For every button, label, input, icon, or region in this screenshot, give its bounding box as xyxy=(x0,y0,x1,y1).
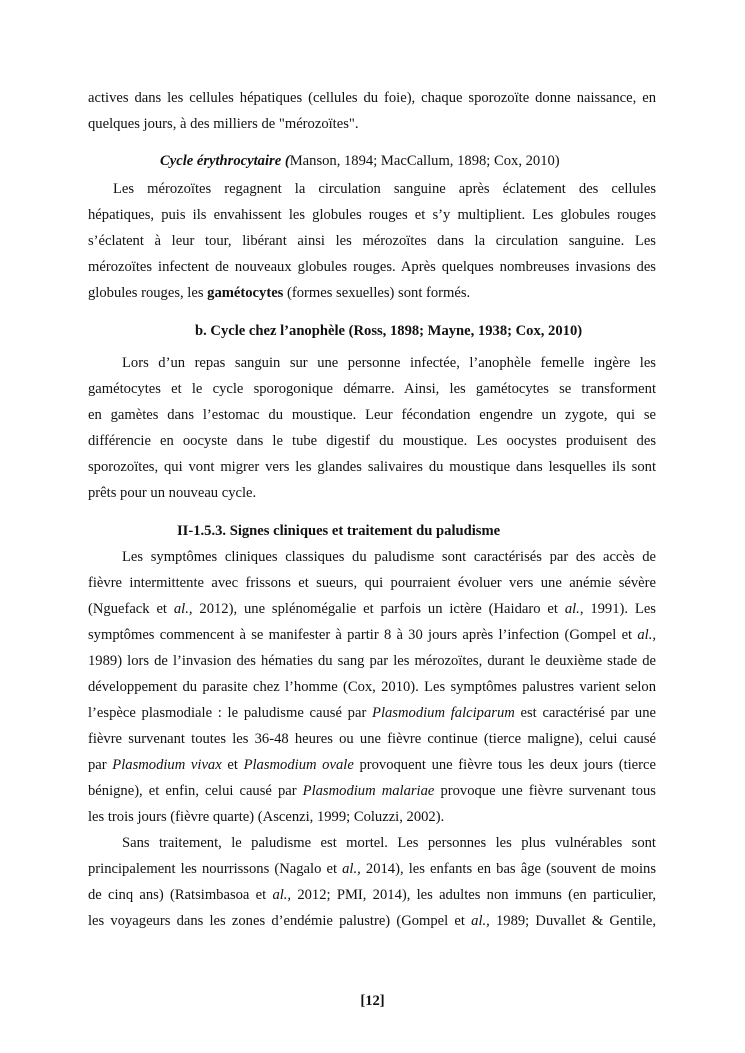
species-name: Plasmodium falciparum xyxy=(372,705,515,721)
text-line: 1989) lors de l’invasion des hématies du sang par les mérozoïtes, durant le deuxième stade de xyxy=(88,653,656,669)
et-al: al. xyxy=(564,601,580,617)
text-line xyxy=(88,600,656,618)
signes-cliniques-heading: II-1.5.3. Signes cliniques et traitement du paludisme xyxy=(177,523,501,539)
text-segment: de cinq ans) (Ratsimbasoa et xyxy=(88,887,273,903)
text-segment: 2014), les enfants en bas âge (souvent de moins xyxy=(360,861,657,877)
text-line: en gamètes dans l’estomac du moustique. Leur fécondation engendre un zygote, qui se xyxy=(88,407,656,423)
cycle-anophele-heading: b. Cycle chez l’anophèle (Ross, 1898; Mayne, 1938; Cox, 2010) xyxy=(195,323,583,339)
species-name: Plasmodium vivax xyxy=(112,757,222,773)
text-segment: symptômes commencent à se manifester à partir 8 à 30 jours après l’infection (Gompel et xyxy=(88,627,638,643)
text-line: gamétocytes et le cycle sporogonique démarre. Ainsi, les gamétocytes se transforment xyxy=(88,381,656,397)
title-italic: Cycle érythrocytaire ( xyxy=(160,153,290,169)
text-line: s’éclatent à leur tour, libérant ainsi les mérozoïtes dans la circulation sanguine. Les xyxy=(88,233,656,249)
gametocytes-term: gamétocytes xyxy=(207,285,284,301)
text-segment: par xyxy=(88,757,113,773)
text-line: développement du parasite chez l’homme (Cox, 2010). Les symptômes palustres varient selon xyxy=(88,679,656,695)
text-line: fièvre survenant toutes les 36-48 heures ou une fièvre continue (tierce maligne), celui causé xyxy=(88,731,656,747)
text-line xyxy=(88,782,656,800)
text-line: quelques jours, à des milliers de "mérozoïtes". xyxy=(88,116,359,132)
text-segment: bénigne), et enfin, celui causé par xyxy=(88,783,303,799)
text-line: fièvre intermittente avec frissons et sueurs, qui pourraient évoluer vers une anémie sévère xyxy=(88,575,656,591)
text-segment: et xyxy=(221,757,244,773)
text-segment: les voyageurs dans les zones d’endémie palustre) (Gompel et xyxy=(88,913,472,929)
page-number: [12] xyxy=(360,993,385,1009)
text-line: différencie en oocyste dans le tube digestif du moustique. Les oocystes produisent des xyxy=(88,433,656,449)
species-name: Plasmodium ovale xyxy=(243,757,354,773)
text-line: Lors d’un repas sanguin sur une personne infectée, l’anophèle femelle ingère les xyxy=(122,355,656,371)
et-al: al., xyxy=(173,601,193,617)
text-line xyxy=(88,626,656,644)
text-line xyxy=(88,912,656,930)
text-segment: provoquent une fièvre tous les deux jours (tierce xyxy=(353,757,656,773)
text-segment: globules rouges, les xyxy=(88,285,208,301)
text-line: prêts pour un nouveau cycle. xyxy=(88,485,257,501)
text-line: Les mérozoïtes regagnent la circulation sanguine après éclatement des cellules xyxy=(113,181,656,197)
species-name: Plasmodium malariae xyxy=(302,783,435,799)
text-segment: (formes sexuelles) sont formés. xyxy=(283,285,471,301)
text-segment: , 1991). Les xyxy=(579,601,656,617)
text-segment: principalement les nourrissons (Nagalo et xyxy=(88,861,343,877)
cycle-erythrocytaire-title xyxy=(160,152,560,170)
text-line: Sans traitement, le paludisme est mortel. Les personnes les plus vulnérables sont xyxy=(122,835,656,851)
text-line: Les symptômes cliniques classiques du paludisme sont caractérisés par des accès de xyxy=(122,549,656,565)
text-segment: 1989; Duvallet & Gentile, xyxy=(489,913,656,929)
et-al: al., xyxy=(272,887,292,903)
text-segment: l’espèce plasmodiale : le paludisme causé par xyxy=(88,705,373,721)
text-line: mérozoïtes infectent de nouveaux globules rouges. Après quelques nombreuses invasions des xyxy=(88,259,656,275)
text-segment: 2012), une splénomégalie et parfois un ictère (Haidaro et xyxy=(192,601,565,617)
text-line: les trois jours (fièvre quarte) (Ascenzi, 1999; Coluzzi, 2002). xyxy=(88,809,445,825)
text-line: hépatiques, puis ils envahissent les globules rouges et s’y multiplient. Les globules rouges xyxy=(88,207,656,223)
text-segment: provoque une fièvre survenant tous xyxy=(434,783,656,799)
text-segment: 2012; PMI, 2014), les adultes non immuns (en particulier, xyxy=(291,887,656,903)
et-al: al., xyxy=(342,861,361,877)
text-line xyxy=(88,704,656,722)
et-al: al., xyxy=(471,913,490,929)
text-line xyxy=(88,284,656,302)
title-refs: Manson, 1894; MacCallum, 1898; Cox, 2010) xyxy=(289,153,560,169)
text-segment: est caractérisé par une xyxy=(514,705,656,721)
text-line xyxy=(88,860,656,878)
et-al: al., xyxy=(637,627,656,643)
text-line xyxy=(88,756,656,774)
text-segment: (Nguefack et xyxy=(88,601,174,617)
text-line: sporozoïtes, qui vont migrer vers les glandes salivaires du moustique dans lesquelles ils sont xyxy=(88,459,656,475)
text-line: actives dans les cellules hépatiques (cellules du foie), chaque sporozoïte donne naissance, en xyxy=(88,90,656,106)
text-line xyxy=(88,886,656,904)
